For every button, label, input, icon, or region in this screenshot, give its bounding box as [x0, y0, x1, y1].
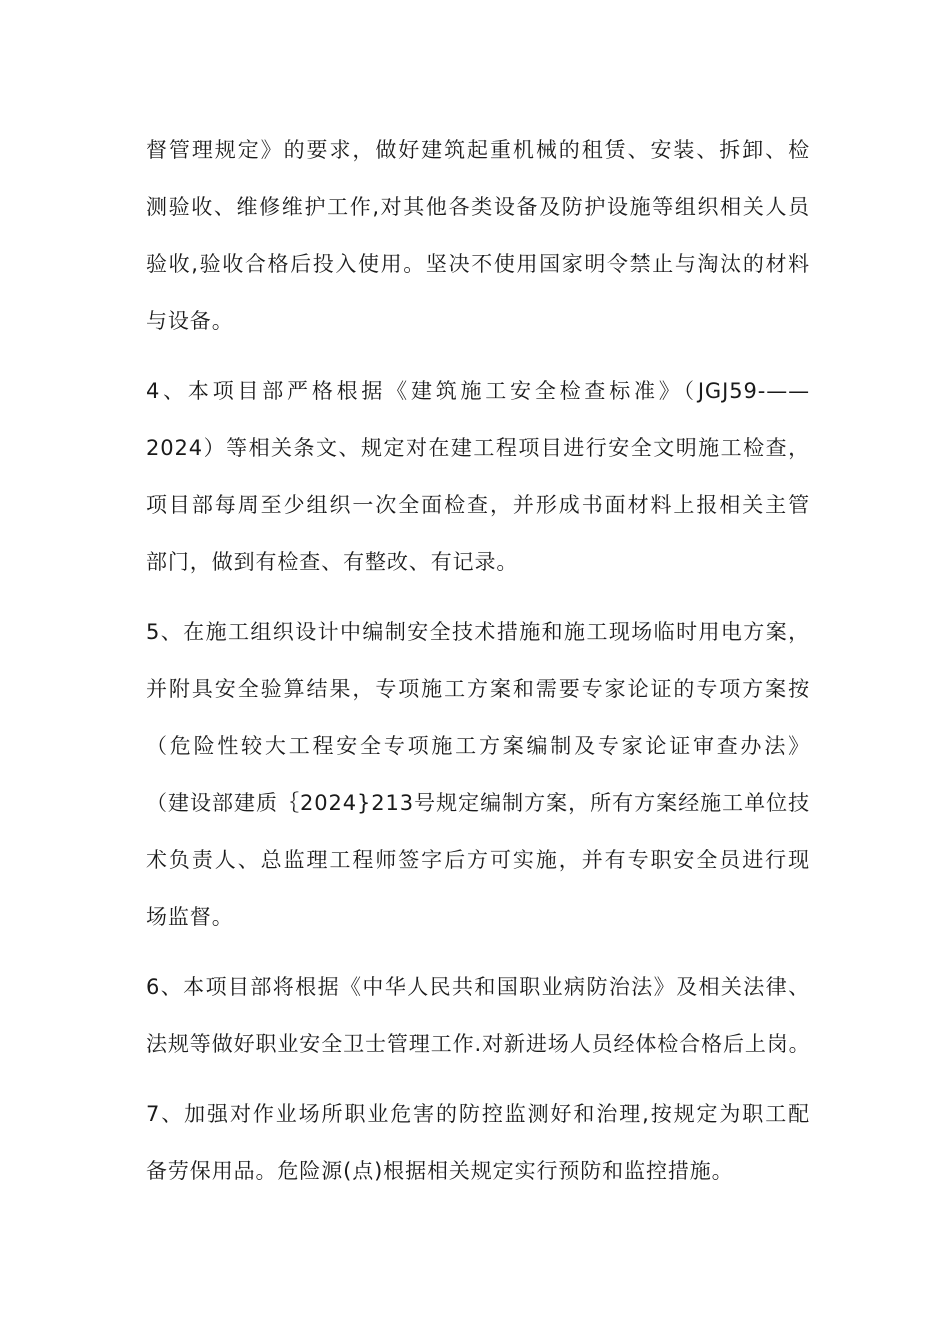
paragraph-3-line-2: 并附具安全验算结果，专项施工方案和需要专家论证的专项方案按 [146, 677, 810, 701]
paragraph-2-line-3: 项目部每周至少组织一次全面检查，并形成书面材料上报相关主管 [146, 493, 810, 517]
paragraph-3-line-3: （危险性较大工程安全专项施工方案编制及专家论证审查办法》 [146, 734, 810, 758]
paragraph-4-line-1: 6、本项目部将根据《中华人民共和国职业病防治法》及相关法律、 [146, 975, 810, 999]
paragraph-1-line-4: 与设备。 [146, 309, 234, 333]
paragraph-3-line-5: 术负责人、总监理工程师签字后方可实施，并有专职安全员进行现 [146, 848, 810, 872]
paragraph-3-line-4: （建设部建质｛2024}213号规定编制方案，所有方案经施工单位技 [146, 791, 810, 815]
paragraph-5-line-1: 7、加强对作业场所职业危害的防控监测好和治理,按规定为职工配 [146, 1102, 810, 1126]
paragraph-5-line-2: 备劳保用品。危险源(点)根据相关规定实行预防和监控措施。 [146, 1159, 734, 1183]
paragraph-2-line-4: 部门，做到有检查、有整改、有记录。 [146, 550, 519, 574]
paragraph-1-line-3: 验收,验收合格后投入使用。坚决不使用国家明令禁止与淘汰的材料 [146, 252, 810, 276]
paragraph-4-line-2: 法规等做好职业安全卫士管理工作.对新进场人员经体检合格后上岗。 [146, 1032, 811, 1056]
paragraph-3-line-6: 场监督。 [146, 905, 234, 929]
paragraph-2-line-2: 2024）等相关条文、规定对在建工程项目进行安全文明施工检查， [146, 436, 810, 460]
paragraph-3-line-1: 5、在施工组织设计中编制安全技术措施和施工现场临时用电方案， [146, 620, 810, 644]
paragraph-1-line-1: 督管理规定》的要求，做好建筑起重机械的租赁、安装、拆卸、检 [146, 138, 810, 162]
paragraph-1-line-2: 测验收、维修维护工作,对其他各类设备及防护设施等组织相关人员 [146, 195, 810, 219]
paragraph-2-line-1: 4、本项目部严格根据《建筑施工安全检查标准》（JGJ59-—— [146, 379, 810, 403]
